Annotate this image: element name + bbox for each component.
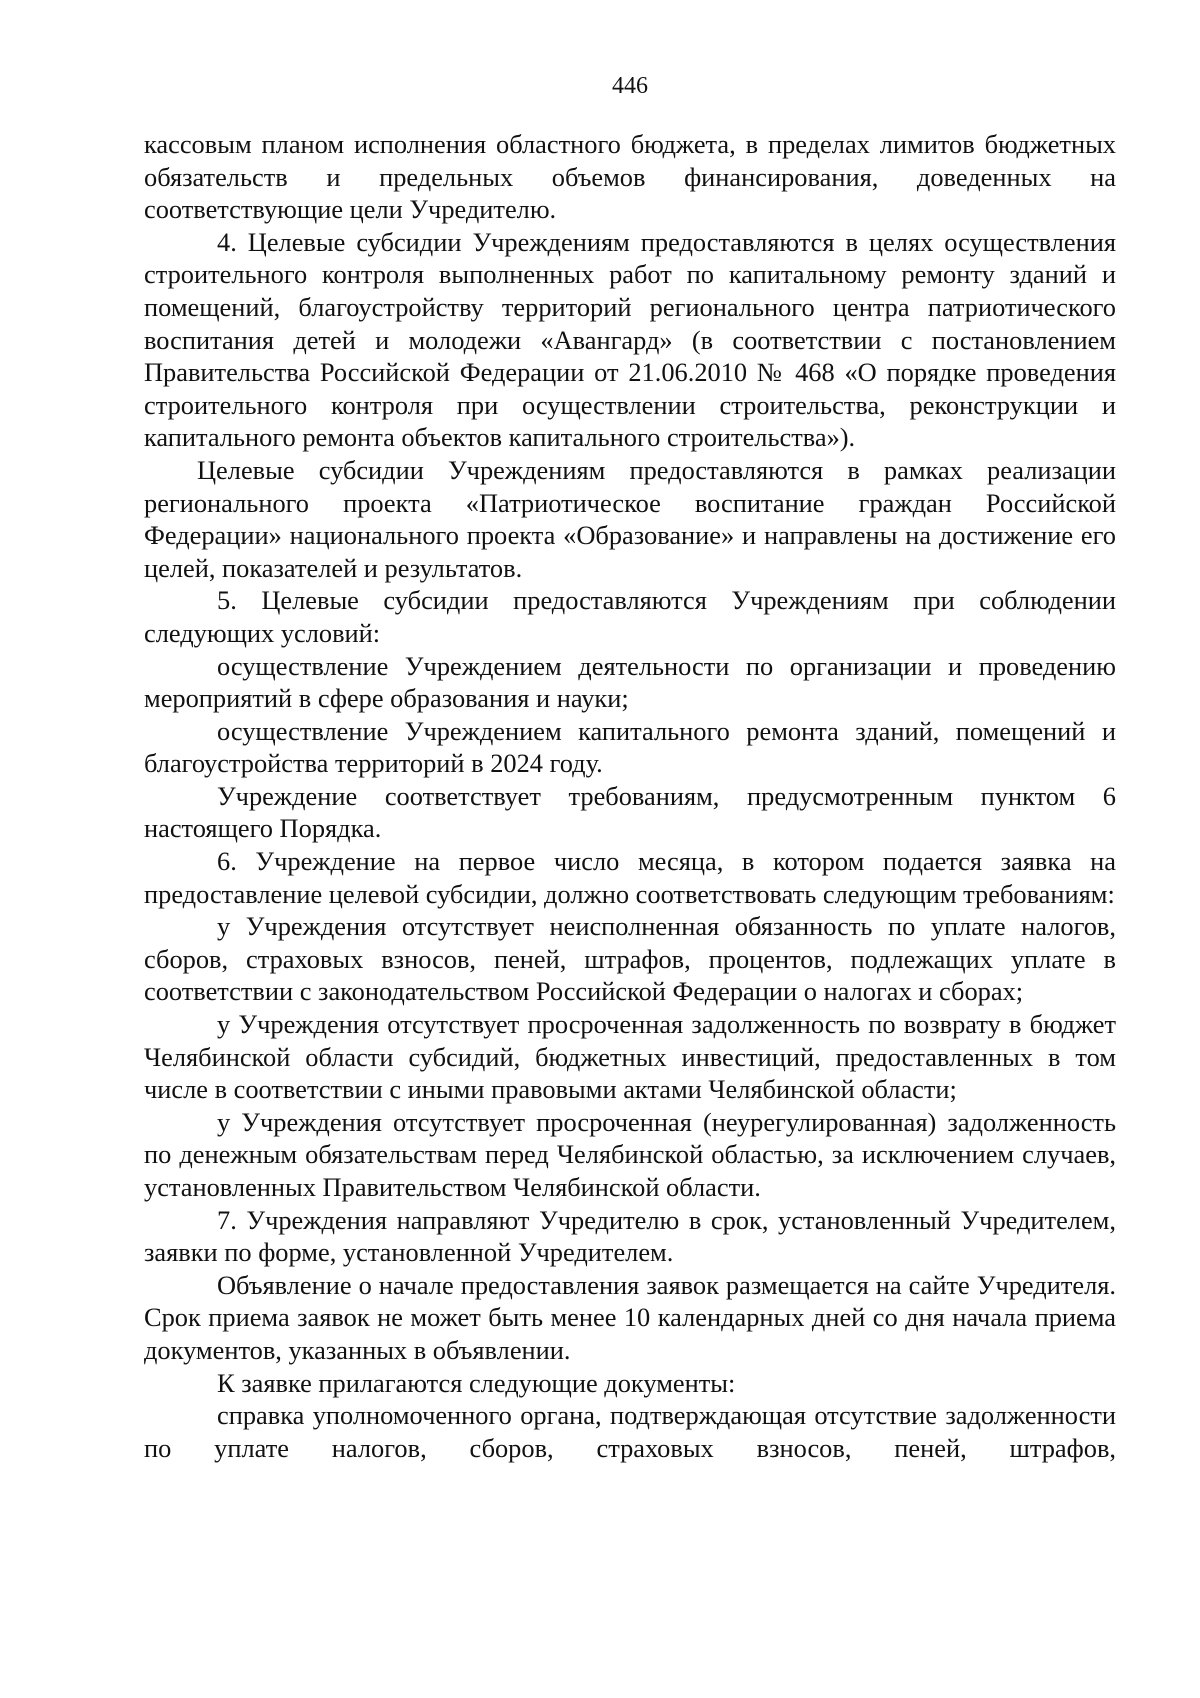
paragraph: у Учреждения отсутствует неисполненная обязанность по уплате налогов, сборов, страховых взносов, пеней, штрафов, процентов, подлежащих уплате в соответствии с законодательством Российской Федерации о налогах и сборах; — [144, 911, 1116, 1007]
paragraph: осуществление Учреждением капитального ремонта зданий, помещений и благоустройства территорий в 2024 году. — [144, 715, 1116, 779]
paragraph: кассовым планом исполнения областного бюджета, в пределах лимитов бюджетных обязательств и предельных объемов финансирования, доведенных на соответствующие цели Учредителю. — [144, 129, 1116, 225]
paragraph: 5. Целевые субсидии предоставляются Учреждениям при соблюдении следующих условий: — [144, 585, 1116, 648]
paragraph: 7. Учреждения направляют Учредителю в срок, установленный Учредителем, заявки по форме, установленной Учредителем. — [144, 1204, 1116, 1268]
paragraph: у Учреждения отсутствует просроченная задолженность по возврату в бюджет Челябинской области субсидий, бюджетных инвестиций, предоставленных в том числе в соответствии с иными правовыми актами Челябинской области; — [144, 1009, 1116, 1105]
paragraph: К заявке прилагаются следующие документы: — [217, 1367, 736, 1398]
page-number: 446 — [612, 73, 648, 99]
paragraph: осуществление Учреждением деятельности по организации и проведению мероприятий в сфере образования и науки; — [144, 650, 1116, 714]
paragraph: справка уполномоченного органа, подтверждающая отсутствие задолженности по уплате налогов, сборов, страховых взносов, пеней, штрафов, — [144, 1400, 1116, 1463]
paragraph: у Учреждения отсутствует просроченная (неурегулированная) задолженность по денежным обязательствам перед Челябинской областью, за исключением случаев, установленных Правительством Челябинской области. — [144, 1106, 1116, 1202]
paragraph: Объявление о начале предоставления заявок размещается на сайте Учредителя. Срок приема заявок не может быть менее 10 календарных дней со дня начала приема документов, указанных в объявлении. — [144, 1269, 1116, 1365]
document-body — [144, 128, 1116, 1464]
paragraph: Учреждение соответствует требованиям, предусмотренным пунктом 6 настоящего Порядка. — [144, 780, 1116, 844]
paragraph: Целевые субсидии Учреждениям предоставляются в рамках реализации регионального проекта «Патриотическое воспитание граждан Российской Федерации» национального проекта «Образование» и направлены на достижение его целей, показателей и результатов. — [144, 454, 1116, 583]
paragraph: 6. Учреждение на первое число месяца, в котором подается заявка на предоставление целевой субсидии, должно соответствовать следующим требованиям: — [144, 846, 1116, 909]
paragraph: 4. Целевые субсидии Учреждениям предоставляются в целях осуществления строительного контроля выполненных работ по капитальному ремонту зданий и помещений, благоустройству территорий регионального центра патриотического воспитания детей и молодежи «Авангард» (в соответствии с постановлением Правительства Российской Федерации от 21.06.2010 № 468 «О порядке проведения строительного контроля при осуществлении строительства, реконструкции и капитального ремонта объектов капитального строительства»). — [144, 226, 1116, 453]
